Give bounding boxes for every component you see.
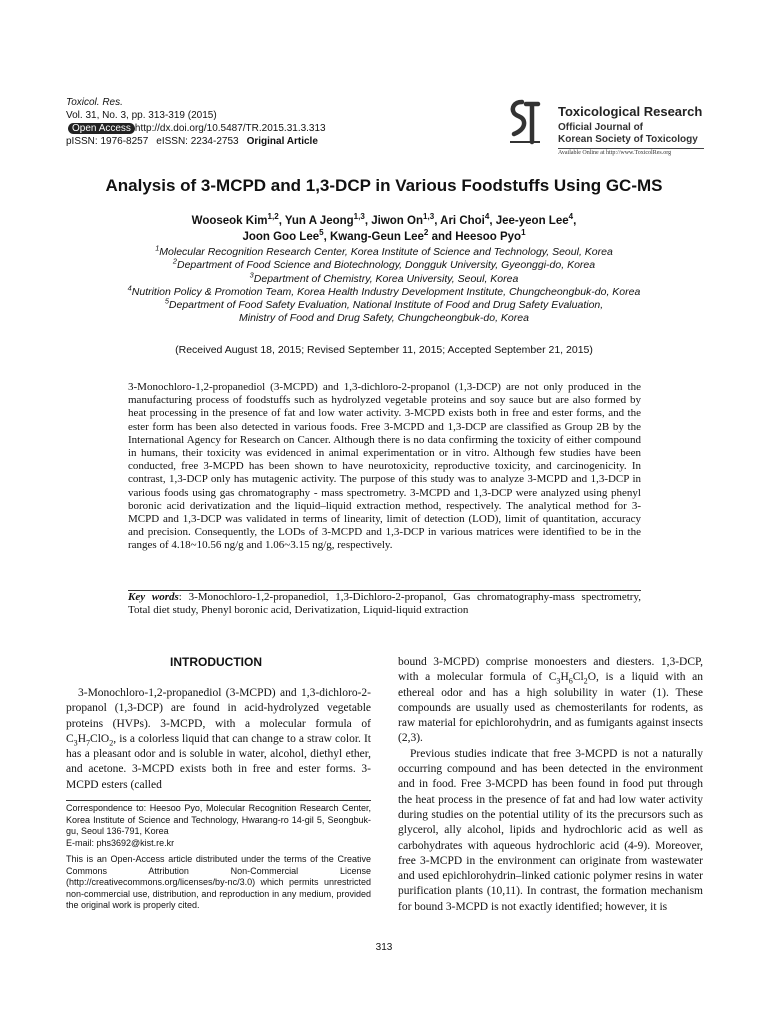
keywords [128, 590, 641, 617]
affil-text: Department of Food Science and Biotechnology, Dongguk University, Gyeonggi-do, Korea [176, 259, 596, 272]
author-affil-sup: 1,3 [353, 212, 365, 222]
subscript: 2 [583, 676, 588, 686]
intro-paragraph [66, 686, 371, 793]
affil-text: Department of Chemistry, Korea University, Seoul, Korea [253, 272, 519, 285]
author-list [0, 213, 768, 245]
author-name: and Heesoo Pyo [428, 231, 522, 243]
affil-text: Department of Food Safety Evaluation, National Institute of Food and Drug Safety Evaluation, [168, 299, 604, 312]
right-column [398, 655, 703, 915]
doi-row [68, 122, 326, 135]
open-access-badge: Open Access [68, 123, 135, 134]
volume-info: Vol. 31, No. 3, pp. 313-319 (2015) [66, 110, 217, 121]
logo-line2: Official Journal of [558, 122, 644, 133]
journal-meta [66, 96, 326, 148]
affil-sup: 3 [249, 270, 254, 280]
text-run: H [77, 732, 87, 745]
author-line-1 [0, 213, 768, 229]
journal-logo [508, 98, 704, 160]
author-affil-sup: 1 [521, 228, 526, 238]
affiliation [0, 256, 768, 272]
author-affil-sup: 2 [423, 228, 429, 238]
author-name: , Kwang-Geun Lee [323, 231, 424, 243]
affil-sup: 5 [164, 296, 169, 306]
abstract: 3-Monochloro-1,2-propanediol (3-MCPD) and 1,3-dichloro-2-propanol (1,3-DCP) are not only produced in the manufacturing process of foodstuffs such as hydrolyzed vegetable proteins and soy sauce but are also formed by heat processing in the presence of fat and low water activity. 3-MCPD exists both in free and ester forms, and the ester form has been also detected in various foods. Free 3-MCPD and 1,3-DCP are classified as Group 2B by the International Agency for Research on Cancer. Although there is no data confirming the toxicity of either compound in humans, their toxicity was evidenced in animal experimentation or in vitro. Although few studies have been conducted, free 3-MCPD has been shown to have neurotoxicity, reproductive toxicity, and carcinogenicity. In contrast, 1,3-DCP only has mutagenic activity. The purpose of this study was to analyze 3-MCPD and 1,3-DCP in various foods using gas chromatography - mass spectrometry. 3-MCPD and 1,3-DCP were analyzed using phenyl boronic acid derivatization and the liquid–liquid extraction method, respectively. The analytical method for 3-MCPD and 1,3-DCP was validated in terms of linearity, limit of detection (LOD), limit of quantitation, accuracy and precision. Consequently, the LODs of 3-MCPD and 1,3-DCP in various matrices were identified to be in the ranges of 4.18~10.56 ng/g and 1.06~3.15 ng/g, respectively. [128, 381, 641, 552]
author-line-2 [0, 229, 768, 245]
paragraph: Previous studies indicate that free 3-MCPD is not a naturally occurring compound and has been detected in the environment and in food. Free 3-MCPD has been found in food put through the heat process in the presence of fat and had low water activity during studies on the potential utility of its the precursors such as glycerol, ally alcohol, lipids and hydrochloric acid as well as carbohydrates with aqueous hydrochloric acid (4-9). Moreover, free 3-MCPD in the environment can originate from wastewater and used epichlorohydrin–linked cationic polymer resins in water purification plants (10,11). In contrast, the formation mechanism for bound 3-MCPD is not exactly identified; however, it is [398, 747, 703, 913]
subscript: 3 [73, 738, 78, 748]
keywords-text: : 3-Monochloro-1,2-propanediol, 1,3-Dichloro-2-propanol, Gas chromatography-mass spectrometry, Total diet study, Phenyl boronic acid, Derivatization, Liquid-liquid extraction [128, 591, 642, 617]
affiliation [0, 243, 768, 259]
author-name: , Jee-yeon Lee [489, 215, 569, 227]
text-run: bound 3-MCPD) comprise monoesters and diesters. 1,3-DCP, with a molecular formula of C [398, 656, 703, 684]
affiliation [0, 312, 768, 325]
logo-line3: Korean Society of Toxicology [558, 134, 698, 145]
author-name: , Yun A Jeong [278, 215, 354, 227]
keywords-label: Key words [128, 591, 179, 603]
author-affil-sup: 5 [319, 228, 324, 238]
subscript: 7 [86, 738, 91, 748]
logo-title: Toxicological Research [558, 104, 703, 119]
affiliation [0, 296, 768, 312]
affil-sup: 1 [155, 243, 160, 253]
affil-sup: 4 [127, 283, 132, 293]
page-number: 313 [375, 942, 393, 953]
correspondence-text: Correspondence to: Heesoo Pyo, Molecular Recognition Research Center, Korea Institute of Science and Technology, Hwarang-ro 14-gil 5, Seongbuk-gu, Seoul 136-791, Korea [66, 803, 371, 836]
affil-text: Ministry of Food and Drug Safety, Chungcheongbuk-do, Korea [239, 312, 529, 325]
affiliation [0, 283, 768, 299]
footnote [66, 800, 371, 917]
journal-mark-icon [508, 98, 542, 146]
author-name: Wooseok Kim [191, 215, 268, 227]
doi-link[interactable]: http://dx.doi.org/10.5487/TR.2015.31.3.313 [134, 123, 326, 134]
paragraph [398, 655, 703, 747]
affil-sup: 2 [172, 256, 177, 266]
journal-abbrev: Toxicol. Res. [66, 97, 123, 108]
pissn: pISSN: 1976-8257 [66, 136, 149, 147]
received-dates: (Received August 18, 2015; Revised September 11, 2015; Accepted September 21, 2015) [175, 344, 593, 356]
text-run: , is a colorless liquid that can change to a straw color. It has a pleasant odor and is soluble in water, alcohol, diethyl ether, and acetone. 3-MCPD exists both in free and ester forms. 3-MCPD esters (called [66, 732, 371, 791]
author-name: Joon Goo Lee [242, 231, 320, 243]
author-affil-sup: 1,3 [423, 212, 435, 222]
author-affil-sup: 1,2 [267, 212, 279, 222]
logo-online-url: Available Online at http://www.ToxicolRes.org [558, 150, 672, 156]
author-separator: , [573, 215, 577, 227]
text-run: O, is a liquid with an ethereal odor and has a high solubility in water (1). These compounds are usually used as chemosterilants for rodents, as raw material for epichlorohydrin, and as fumigants against insects (2,3). [398, 671, 703, 745]
text-run: ClO [90, 732, 110, 745]
affil-text: Nutrition Policy & Promotion Team, Korea Health Industry Development Institute, Chungcheongbuk-do, Korea [131, 285, 641, 298]
subscript: 2 [109, 738, 114, 748]
text-run: 3-Monochloro-1,2-propanediol (3-MCPD) and 1,3-dichloro-2-propanol (1,3-DCP) are found in acid-hydrolyzed vegetable proteins (HVPs). 3-MCPD, with a molecular formula of C [66, 687, 371, 745]
text-run: H [560, 671, 569, 684]
correspondence [66, 803, 371, 849]
eissn: eISSN: 2234-2753 [156, 136, 239, 147]
affiliation [0, 270, 768, 286]
license-text: This is an Open-Access article distributed under the terms of the Creative Commons Attribution Non-Commercial License (http://creativecommons.org/licenses/by-nc/3.0) which permits unrestricted non-commercial use, distribution, and reproduction in any medium, provided the original work is properly cited. [66, 854, 371, 910]
affil-text: Molecular Recognition Research Center, Korea Institute of Science and Technology, Seoul, Korea [159, 246, 613, 258]
article-type: Original Article [246, 136, 318, 147]
email-link[interactable]: E-mail: phs3692@kist.re.kr [66, 837, 175, 848]
text-run: Cl [572, 671, 584, 684]
section-heading: INTRODUCTION [170, 655, 262, 669]
author-name: , Ari Choi [434, 215, 485, 227]
subscript: 3 [556, 676, 561, 686]
subscript: 6 [568, 676, 573, 686]
affiliations [0, 243, 768, 326]
author-affil-sup: 4 [568, 212, 574, 222]
author-affil-sup: 4 [484, 212, 490, 222]
article-title: Analysis of 3-MCPD and 1,3-DCP in Various Foodstuffs Using GC-MS [105, 176, 663, 195]
logo-rule [558, 148, 704, 149]
author-name: , Jiwon On [364, 215, 423, 227]
issn-row [66, 135, 326, 148]
